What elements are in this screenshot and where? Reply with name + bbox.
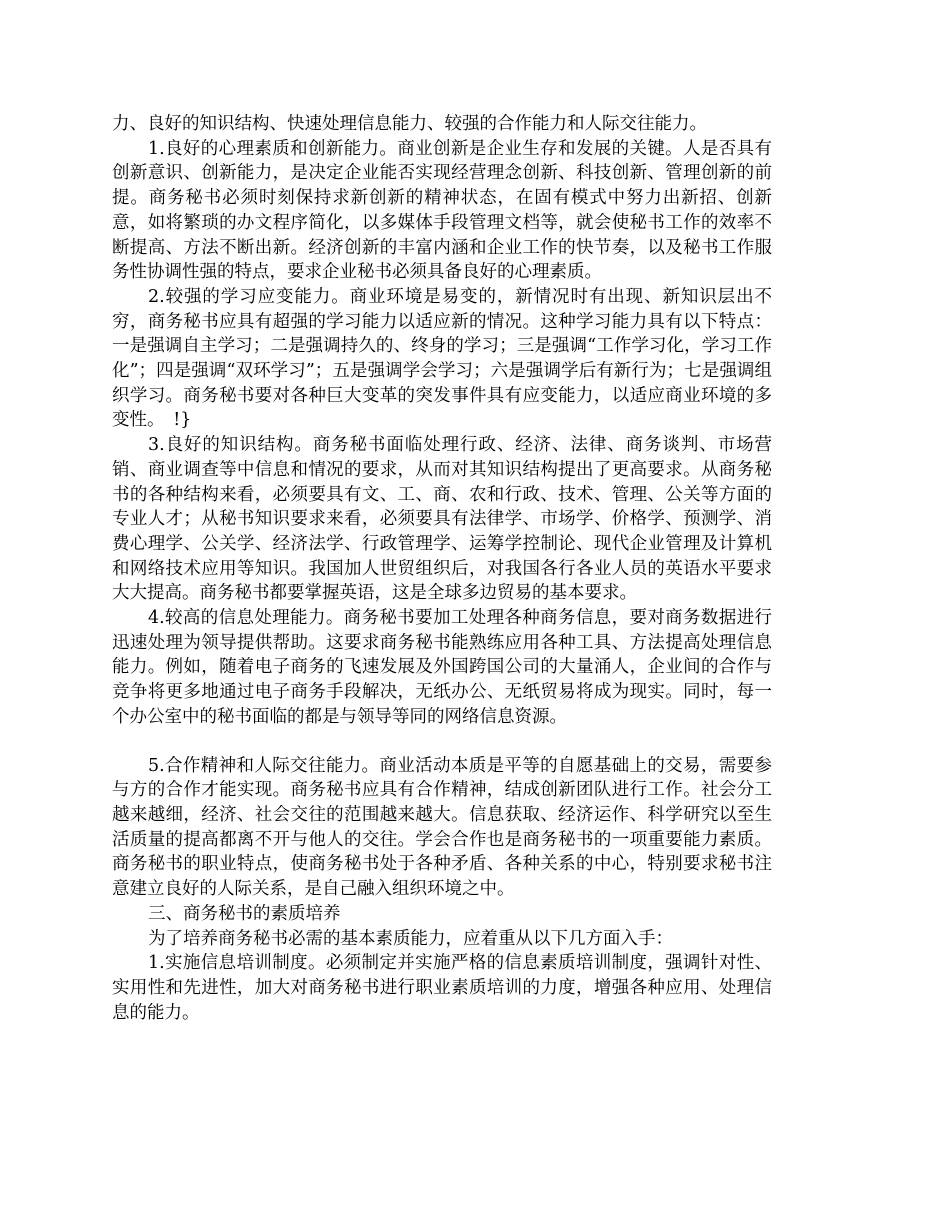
paragraph: 1.良好的心理素质和创新能力。商业创新是企业生存和发展的关键。人是否具有创新意识、创新能力，是决定企业能否实现经营理念创新、科技创新、管理创新的前提。商务秘书必须时刻保持求新创新的精神状态，在固有模式中努力出新招、创新意，如将繁琐的办文程序简化，以多媒体手段管理文档等，就会使秘书工作的效率不断提高、方法不断出新。经济创新的丰富内涵和企业工作的快节奏，以及秘书工作服务性协调性强的特点，要求企业秘书必须具备良好的心理素质。 [112,138,772,283]
section-heading: 三、商务秘书的素质培养 [148,903,341,924]
paragraph: 3.良好的知识结构。商务秘书面临处理行政、经济、法律、商务谈判、市场营销、商业调查等中信息和情况的要求，从而对其知识结构提出了更高要求。从商务秘书的各种结构来看，必须要具有文、工、商、农和行政、技术、管理、公关等方面的专业人才；从秘书知识要求来看，必须要具有法律学、市场学、价格学、预测学、消费心理学、公关学、经济法学、行政管理学、运筹学控制论、现代企业管理及计算机和网络技术应用等知识。我国加人世贸组织后，对我国各行各业人员的英语水平要求大大提高。商务秘书都要掌握英语，这是全球多边贸易的基本要求。 [112,435,772,604]
paragraph: 2.较强的学习应变能力。商业环境是易变的，新情况时有出现、新知识层出不穷，商务秘书应具有超强的学习能力以适应新的情况。这种学习能力具有以下特点：一是强调自主学习；二是强调持久的、终身的学习；三是强调“工作学习化，学习工作化”；四是强调“双环学习”；五是强调学会学习；六是强调学后有新行为；七是强调组织学习。商务秘书要对各种巨大变革的突发事件具有应变能力，以适应商业环境的多变性。 !} [112,286,772,431]
paragraph: 为了培养商务秘书必需的基本素质能力，应着重从以下几方面入手： [148,928,673,949]
paragraph-spacer [112,730,772,754]
paragraph: 4.较高的信息处理能力。商务秘书要加工处理各种商务信息，要对商务数据进行迅速处理为领导提供帮助。这要求商务秘书能熟练应用各种工具、方法提高处理信息能力。例如，随着电子商务的飞速发展及外国跨国公司的大量涌人，企业间的合作与竞争将更多地通过电子商务手段解决，无纸办公、无纸贸易将成为现实。同时，每一个办公室中的秘书面临的都是与领导等同的网络信息资源。 [112,608,772,727]
paragraph: 力、良好的知识结构、快速处理信息能力、较强的合作能力和人际交往能力。 [112,114,707,134]
paragraph: 5.合作精神和人际交往能力。商业活动本质是平等的自愿基础上的交易，需要参与方的合作才能实现。商务秘书应具有合作精神，结成创新团队进行工作。社会分工越来越细，经济、社会交往的范围越来越大。信息获取、经济运作、科学研究以至生活质量的提高都离不开与他人的交往。学会合作也是商务秘书的一项重要能力素质。商务秘书的职业特点，使商务秘书处于各种矛盾、各种关系的中心，特别要求秘书注意建立良好的人际关系，是自己融入组织环境之中。 [112,755,772,900]
document-body [112,112,772,1025]
paragraph: 1.实施信息培训制度。必须制定并实施严格的信息素质培训制度，强调针对性、实用性和先进性，加大对商务秘书进行职业素质培训的力度，增强各种应用、处理信息的能力。 [112,953,772,1023]
